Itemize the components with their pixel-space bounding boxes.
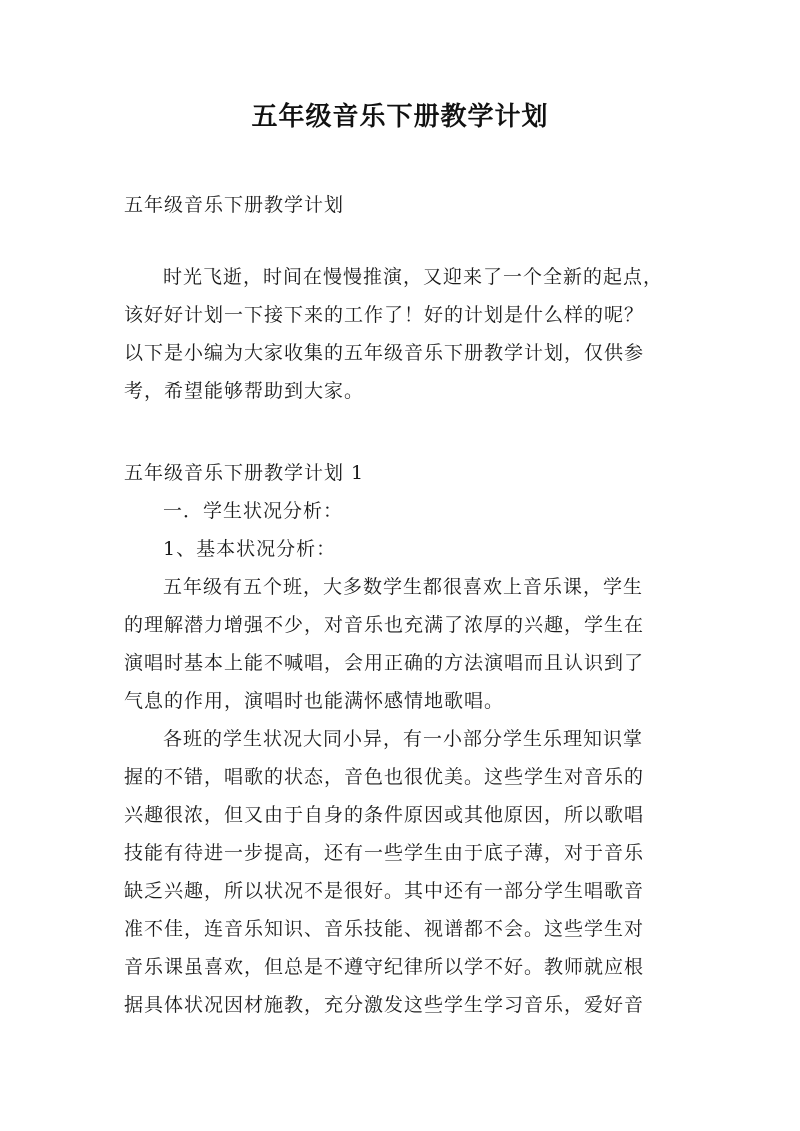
paragraph-line: 据具体状况因材施教，充分激发这些学生学习音乐，爱好音 [124,994,645,1016]
paragraph-line: 的理解潜力增强不少，对音乐也充满了浓厚的兴趣，学生在 [124,614,645,636]
paragraph-line: 缺乏兴趣，所以状况不是很好。其中还有一部分学生唱歌音 [124,880,645,902]
paragraph-line: 演唱时基本上能不喊唱，会用正确的方法演唱而且认识到了 [124,652,645,674]
paragraph-line: 准不佳，连音乐知识、音乐技能、视谱都不会。这些学生对 [124,918,645,940]
paragraph-line: 各班的学生状况大同小异，有一小部分学生乐理知识掌 [163,728,644,750]
heading-student-analysis: 一．学生状况分析： [163,500,344,522]
paragraph-line: 五年级有五个班，大多数学生都很喜欢上音乐课，学生 [163,576,644,598]
intro-line: 该好好计划一下接下来的工作了！好的计划是什么样的呢？ [124,304,645,326]
intro-line: 以下是小编为大家收集的五年级音乐下册教学计划，仅供参 [124,342,645,364]
plan-section [124,454,684,1024]
intro-line: 时光飞逝，时间在慢慢推演，又迎来了一个全新的起点， [163,266,664,288]
section-heading: 五年级音乐下册教学计划 1 [124,462,365,484]
intro-line: 考，希望能够帮助到大家。 [124,380,365,402]
document-subtitle: 五年级音乐下册教学计划 [124,194,345,216]
paragraph-line: 气息的作用，演唱时也能满怀感情地歌唱。 [124,690,505,712]
paragraph-line: 音乐课虽喜欢，但总是不遵守纪律所以学不好。教师就应根 [124,956,645,978]
paragraph-line: 握的不错，唱歌的状态，音色也很优美。这些学生对音乐的 [124,766,645,788]
paragraph-line: 兴趣很浓，但又由于自身的条件原因或其他原因，所以歌唱 [124,804,645,826]
intro-paragraph [124,258,684,410]
heading-basic-analysis: 1、基本状况分析： [163,538,337,560]
paragraph-line: 技能有待进一步提高，还有一些学生由于底子薄，对于音乐 [124,842,645,864]
document-title: 五年级音乐下册教学计划 [251,102,549,132]
